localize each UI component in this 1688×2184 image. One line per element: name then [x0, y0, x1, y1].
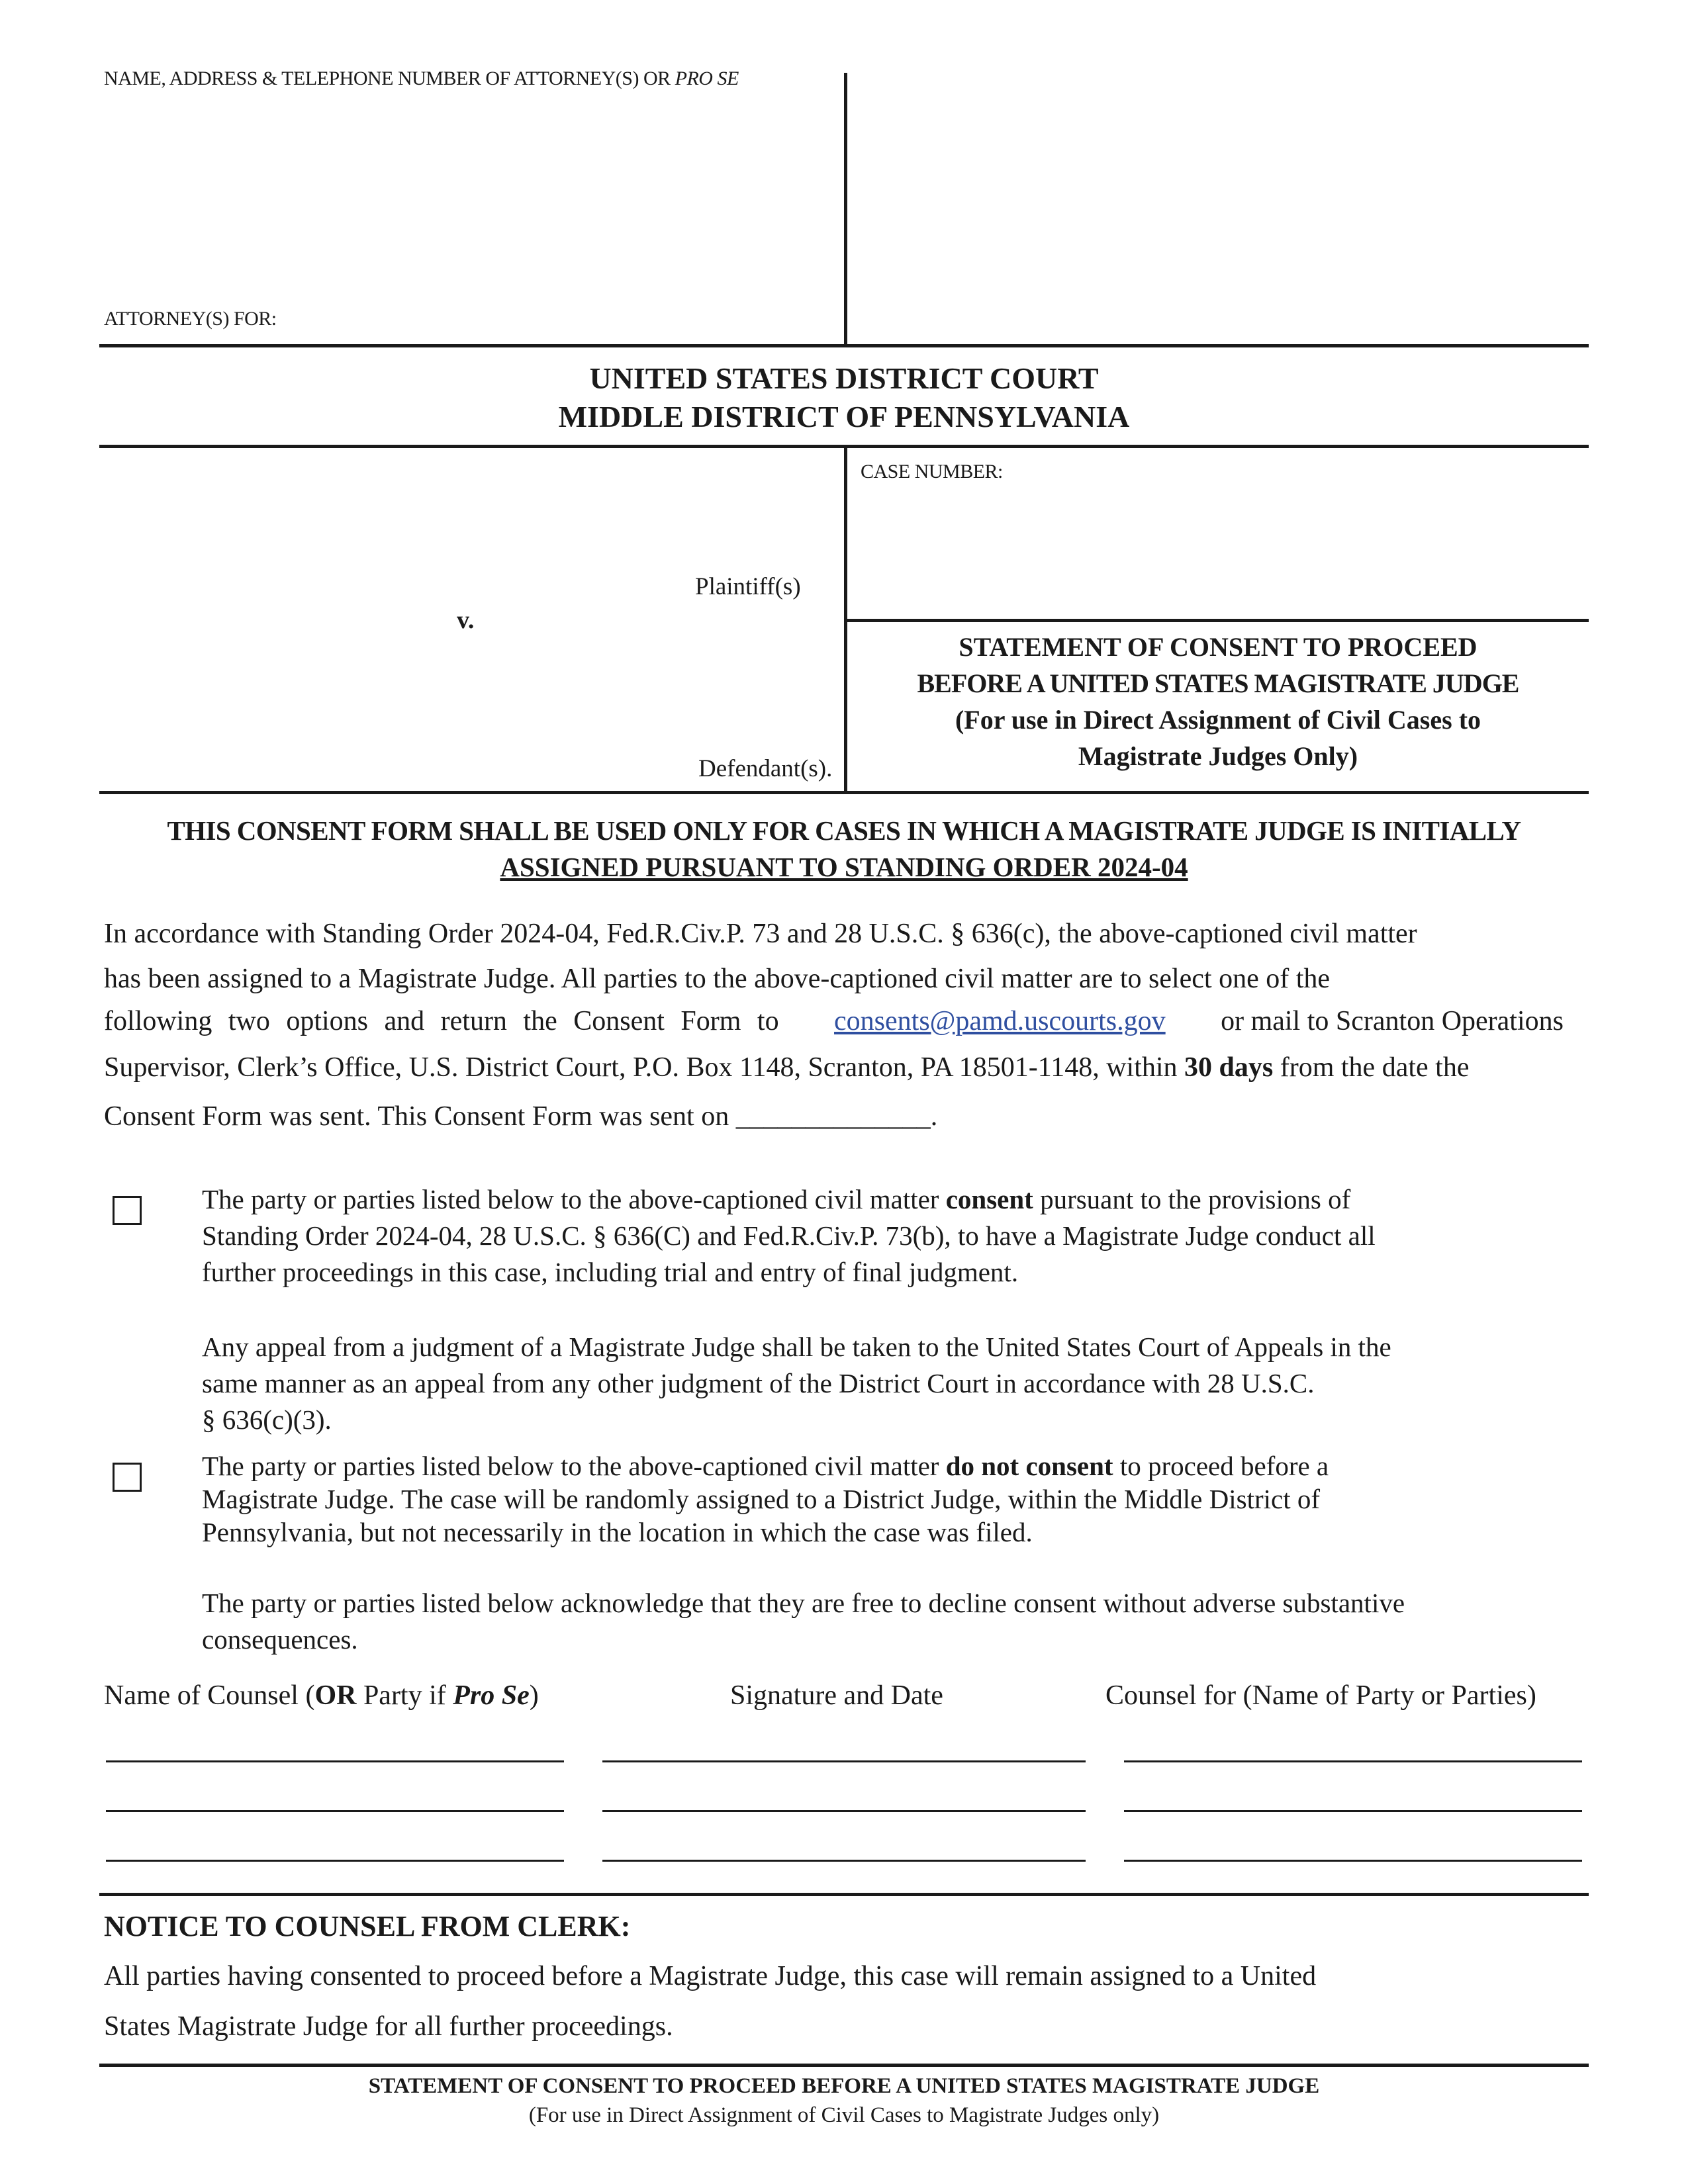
intro-line-1: In accordance with Standing Order 2024-04, Fed.R.Civ.P. 73 and 28 U.S.C. § 636(c), the above-captioned civil matter — [104, 919, 1417, 949]
form-title — [847, 629, 1589, 774]
court-line-1: UNITED STATES DISTRICT COURT — [589, 361, 1099, 395]
col-counsel-for: Counsel for (Name of Party or Parties) — [1105, 1680, 1536, 1711]
form-title-line-4: Magistrate Judges Only) — [1078, 741, 1358, 771]
intro-line-3-b: or mail to Scranton Operations — [1221, 1006, 1564, 1036]
intro-line-3-a: following two options and return the Consent Form to — [104, 1006, 779, 1036]
form-title-line-3: (For use in Direct Assignment of Civil Cases to — [955, 705, 1481, 735]
form-title-line-1: STATEMENT OF CONSENT TO PROCEED — [959, 632, 1477, 662]
rule-footer — [99, 2064, 1589, 2067]
consent-bold: consent — [945, 1184, 1033, 1214]
intro-line-3 — [104, 1000, 1564, 1042]
col1-c: ) — [529, 1680, 539, 1711]
notice-line-1: All parties having consented to proceed before a Magistrate Judge, this case will remain assigned to a United — [104, 1961, 1317, 1991]
col-name-of-counsel — [104, 1680, 539, 1711]
no-consent-line-1-b: to proceed before a — [1113, 1451, 1329, 1481]
no-consent-line-1-a: The party or parties listed below to the above-captioned civil matter — [202, 1451, 946, 1481]
col-signature-and-date: Signature and Date — [730, 1680, 943, 1711]
usage-banner — [99, 813, 1589, 886]
pro-se-italic: PRO SE — [675, 68, 739, 89]
court-line-2: MIDDLE DISTRICT OF PENNSYLVANIA — [558, 400, 1130, 433]
case-number-field[interactable] — [861, 490, 1582, 615]
footer — [99, 2071, 1589, 2130]
intro-paragraph — [104, 910, 1564, 1140]
footer-line-2: (For use in Direct Assignment of Civil Cases to Magistrate Judges only) — [528, 2103, 1160, 2127]
signature-line-party-2[interactable] — [1124, 1810, 1582, 1812]
signature-line-sig-1[interactable] — [602, 1760, 1086, 1762]
case-number-label: CASE NUMBER: — [861, 461, 1003, 482]
signature-line-name-2[interactable] — [106, 1810, 564, 1812]
no-consent-line-3: Pennsylvania, but not necessarily in the location in which the case was filed. — [202, 1517, 1033, 1547]
intro-line-5: Consent Form was sent. This Consent Form was sent on ______________. — [104, 1101, 938, 1132]
ack-line-2: consequences. — [202, 1624, 358, 1655]
appeal-line-2: same manner as an appeal from any other judgment of the District Court in accordance with 28 U.S.C. — [202, 1368, 1315, 1398]
intro-line-4 — [104, 1042, 1564, 1093]
banner-line-2-text: ASSIGNED PURSUANT TO STANDING ORDER 2024-04 — [500, 852, 1188, 882]
ack-line-1: The party or parties listed below acknowledge that they are free to decline consent without adverse substantive — [202, 1588, 1405, 1618]
rule-case-number — [846, 619, 1589, 622]
signature-line-party-3[interactable] — [1124, 1860, 1582, 1862]
banner-line-1: THIS CONSENT FORM SHALL BE USED ONLY FOR CASES IN WHICH A MAGISTRATE JUDGE IS INITIALLY — [167, 815, 1521, 846]
do-not-consent-bold: do not consent — [945, 1451, 1113, 1481]
rule-caption — [99, 791, 1589, 794]
consent-line-2: Standing Order 2024-04, 28 U.S.C. § 636(C) and Fed.R.Civ.P. 73(b), to have a Magistrate Judge conduct all — [202, 1220, 1376, 1251]
court-title — [99, 359, 1589, 436]
signature-line-sig-3[interactable] — [602, 1860, 1086, 1862]
no-consent-line-2: Magistrate Judge. The case will be randomly assigned to a District Judge, within the Middle District of — [202, 1484, 1321, 1514]
plaintiff-label: Plaintiff(s) — [695, 573, 801, 600]
rule-notice — [99, 1893, 1589, 1896]
consent-email-link[interactable]: consents@pamd.uscourts.gov — [834, 1006, 1166, 1036]
appeal-line-1: Any appeal from a judgment of a Magistrate Judge shall be taken to the United States Court of Appeals in the — [202, 1332, 1391, 1362]
notice-text — [104, 1951, 1564, 2052]
defendant-label: Defendant(s). — [698, 755, 833, 782]
signature-line-name-3[interactable] — [106, 1860, 564, 1862]
signature-line-name-1[interactable] — [106, 1760, 564, 1762]
col1-bold: OR — [314, 1680, 357, 1711]
versus-label: v. — [457, 606, 475, 634]
attorney-label — [104, 68, 739, 90]
no-consent-option-text — [202, 1449, 1585, 1549]
notice-line-2: States Magistrate Judge for all further proceedings. — [104, 2011, 673, 2042]
intro-line-4-bold: 30 days — [1184, 1052, 1274, 1083]
signature-line-party-1[interactable] — [1124, 1760, 1582, 1762]
notice-heading: NOTICE TO COUNSEL FROM CLERK: — [104, 1910, 631, 1942]
consent-line-1-a: The party or parties listed below to the above-captioned civil matter — [202, 1184, 946, 1214]
form-title-line-2: BEFORE A UNITED STATES MAGISTRATE JUDGE — [917, 668, 1519, 698]
appeal-text — [202, 1329, 1585, 1438]
col1-bolditalic: Pro Se — [453, 1680, 530, 1711]
intro-line-4-a: Supervisor, Clerk’s Office, U.S. District Court, P.O. Box 1148, Scranton, PA 18501-1148, within — [104, 1052, 1185, 1083]
col1-a: Name of Counsel ( — [104, 1680, 315, 1711]
intro-line-4-b: from the date the — [1273, 1052, 1470, 1083]
no-consent-checkbox[interactable] — [113, 1463, 142, 1492]
banner-line-2 — [99, 849, 1589, 886]
appeal-line-3: § 636(c)(3). — [202, 1404, 332, 1435]
consent-line-1-b: pursuant to the provisions of — [1033, 1184, 1351, 1214]
col1-b: Party if — [356, 1680, 453, 1711]
consent-checkbox[interactable] — [113, 1196, 142, 1225]
intro-line-2: has been assigned to a Magistrate Judge. All parties to the above-captioned civil matter are to select one of the — [104, 964, 1331, 994]
consent-option-text — [202, 1181, 1585, 1291]
footer-line-1: STATEMENT OF CONSENT TO PROCEED BEFORE A UNITED STATES MAGISTRATE JUDGE — [368, 2074, 1320, 2098]
consent-line-1 — [202, 1181, 1585, 1218]
acknowledge-text — [202, 1585, 1585, 1658]
attorney-label-text: NAME, ADDRESS & TELEPHONE NUMBER OF ATTORNEY(S) OR — [104, 68, 675, 89]
signature-line-sig-2[interactable] — [602, 1810, 1086, 1812]
attorneys-for-label: ATTORNEY(S) FOR: — [104, 308, 277, 330]
consent-line-3: further proceedings in this case, including trial and entry of final judgment. — [202, 1257, 1019, 1287]
no-consent-line-1 — [202, 1449, 1585, 1482]
header-divider — [844, 73, 847, 345]
rule-top — [99, 344, 1589, 347]
